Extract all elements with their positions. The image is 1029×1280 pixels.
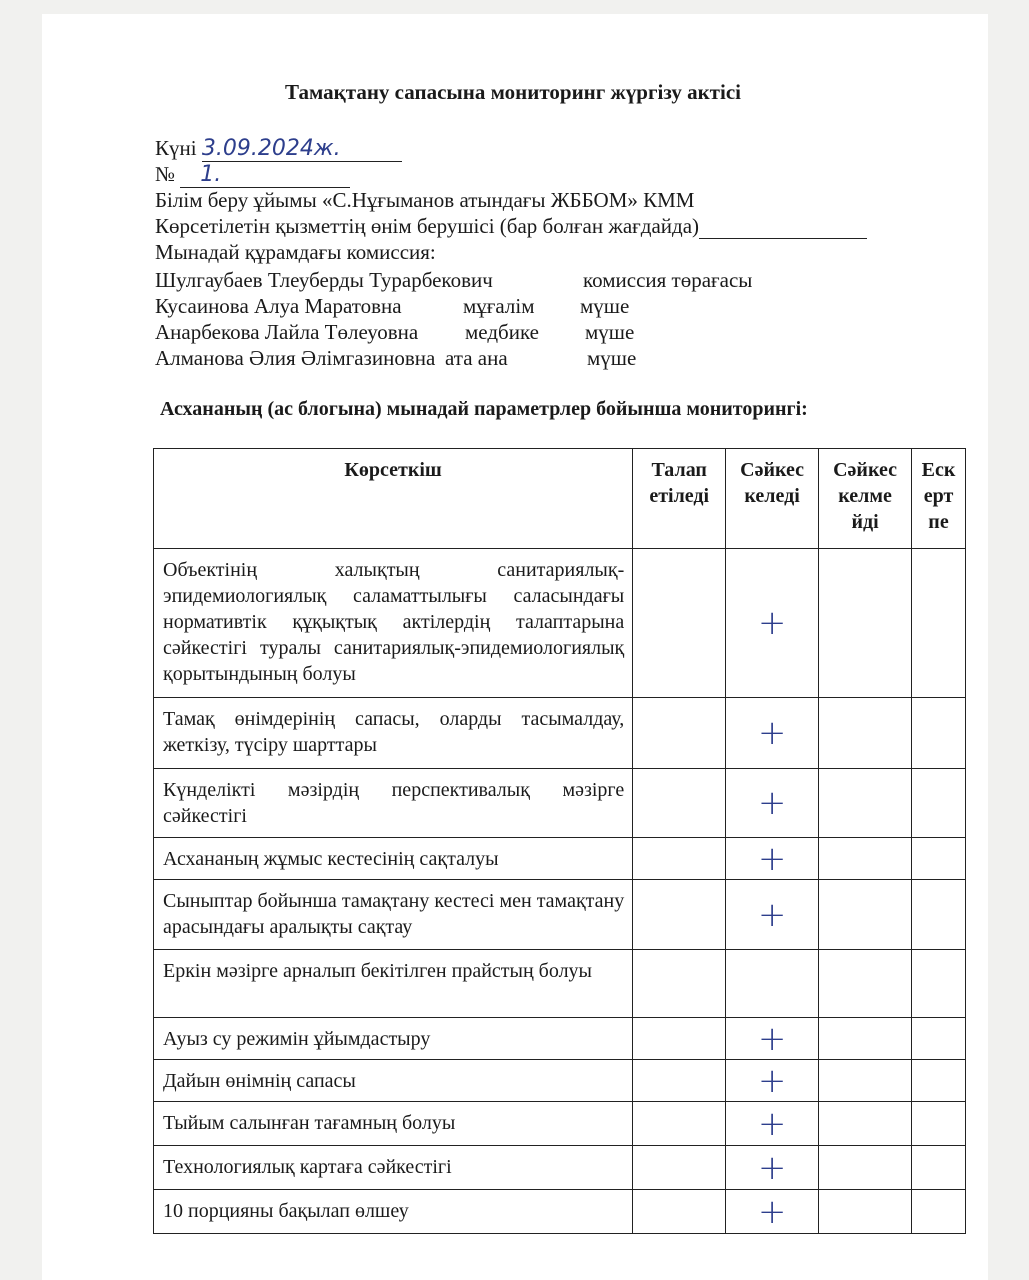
note-cell <box>912 1102 966 1146</box>
indicator-cell: Технологиялық картаға сәйкестігі <box>154 1146 633 1190</box>
header-indicator: Көрсеткіш <box>154 449 633 549</box>
header-noncompliant: Сәйкес келме йді <box>819 449 912 549</box>
indicator-cell: Тыйым салынған тағамның болуы <box>154 1102 633 1146</box>
note-cell <box>912 698 966 769</box>
indicator-cell: Еркін мәзірге арналып бекітілген прайстың болуы <box>154 950 633 1018</box>
indicator-cell: 10 порцияны бақылап өлшеу <box>154 1190 633 1234</box>
indicator-cell: Тамақ өнімдерінің сапасы, оларды тасымалдау, жеткізу, түсіру шарттары <box>154 698 633 769</box>
date-line <box>155 136 402 162</box>
table-row <box>154 950 966 1018</box>
check-mark: + <box>726 1146 819 1190</box>
note-cell <box>912 950 966 1018</box>
table-row <box>154 769 966 838</box>
check-mark: + <box>726 1060 819 1102</box>
commission-member: Шулгаубаев Тлеуберды Турарбекович комиссия төрағасы <box>155 268 753 292</box>
indicator-cell: Ауыз су режимін ұйымдастыру <box>154 1018 633 1060</box>
number-label: № <box>155 162 176 186</box>
note-cell <box>912 880 966 950</box>
commission-member: Алманова Әлия Әлімгазиновна ата ана мүше <box>155 346 637 370</box>
note-cell <box>912 838 966 880</box>
table-row <box>154 1102 966 1146</box>
date-label: Күні <box>155 136 197 160</box>
table-row <box>154 1060 966 1102</box>
noncompliant-cell <box>819 1102 912 1146</box>
noncompliant-cell <box>819 880 912 950</box>
table-header-row <box>154 449 966 549</box>
note-cell <box>912 769 966 838</box>
table-row <box>154 698 966 769</box>
number-line <box>155 162 350 188</box>
check-mark: + <box>726 1190 819 1234</box>
monitoring-table <box>153 448 966 1234</box>
required-cell <box>633 549 726 698</box>
indicator-cell: Сыныптар бойынша тамақтану кестесі мен тамақтану арасындағы аралықты сақтау <box>154 880 633 950</box>
table-row <box>154 1146 966 1190</box>
header-compliant: Сәйкес келеді <box>726 449 819 549</box>
indicator-cell: Дайын өнімнің сапасы <box>154 1060 633 1102</box>
required-cell <box>633 1018 726 1060</box>
section-title: Асхананың (ас блогына) мынадай параметрлер бойынша мониторингі: <box>160 398 808 420</box>
check-mark: + <box>726 1102 819 1146</box>
noncompliant-cell <box>819 1190 912 1234</box>
table-row <box>154 1190 966 1234</box>
document-title: Тамақтану сапасына мониторинг жүргізу актісі <box>285 80 741 104</box>
noncompliant-cell <box>819 838 912 880</box>
header-required: Талап етіледі <box>633 449 726 549</box>
check-mark: + <box>726 549 819 698</box>
check-mark: + <box>726 698 819 769</box>
noncompliant-cell <box>819 549 912 698</box>
note-cell <box>912 549 966 698</box>
noncompliant-cell <box>819 769 912 838</box>
noncompliant-cell <box>819 1146 912 1190</box>
provider-line: Көрсетілетін қызметтің өнім берушісі (бар болған жағдайда) <box>155 214 867 239</box>
commission-member: Кусаинова Алуа Маратовна мұғалім мүше <box>155 294 630 318</box>
indicator-cell: Объектінің халықтың санитариялық-эпидемиологиялық саламаттылығы саласындағы нормативтік құқықтық актілердің талаптарына сәйкестігі туралы санитариялық-эпидемиологиялық қорытындының болуы <box>154 549 633 698</box>
required-cell <box>633 1190 726 1234</box>
required-cell <box>633 1102 726 1146</box>
commission-member: Анарбекова Лайла Төлеуовна медбике мүше <box>155 320 635 344</box>
indicator-cell: Күнделікті мәзірдің перспективалық мәзірге сәйкестігі <box>154 769 633 838</box>
required-cell <box>633 1146 726 1190</box>
check-mark: + <box>726 1018 819 1060</box>
commission-label: Мынадай құрамдағы комиссия: <box>155 240 436 264</box>
required-cell <box>633 1060 726 1102</box>
date-handwritten: 3.09.2024ж. <box>201 136 341 161</box>
check-mark: + <box>726 769 819 838</box>
required-cell <box>633 698 726 769</box>
indicator-cell: Асхананың жұмыс кестесінің сақталуы <box>154 838 633 880</box>
table-row <box>154 880 966 950</box>
note-cell <box>912 1018 966 1060</box>
check-mark <box>726 950 819 1018</box>
noncompliant-cell <box>819 1060 912 1102</box>
check-mark: + <box>726 880 819 950</box>
note-cell <box>912 1146 966 1190</box>
noncompliant-cell <box>819 950 912 1018</box>
table-row <box>154 1018 966 1060</box>
org-line: Білім беру ұйымы «С.Нұғыманов атындағы ЖББОМ» КММ <box>155 188 695 212</box>
note-cell <box>912 1190 966 1234</box>
header-note: Еск ерт пе <box>912 449 966 549</box>
required-cell <box>633 880 726 950</box>
noncompliant-cell <box>819 1018 912 1060</box>
required-cell <box>633 769 726 838</box>
table-row <box>154 549 966 698</box>
note-cell <box>912 1060 966 1102</box>
check-mark: + <box>726 838 819 880</box>
noncompliant-cell <box>819 698 912 769</box>
required-cell <box>633 838 726 880</box>
table-row <box>154 838 966 880</box>
number-handwritten: 1. <box>200 162 222 187</box>
required-cell <box>633 950 726 1018</box>
